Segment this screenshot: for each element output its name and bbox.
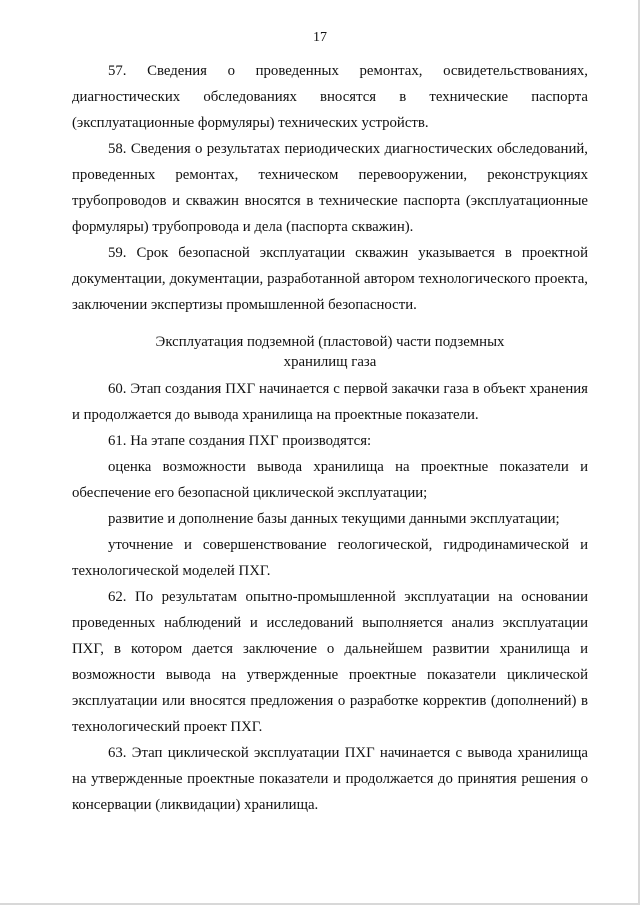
paragraph-58: 58. Сведения о результатах периодических диагностических обследований, проведенных ремонтах, техническом перевооружении, реконструкциях трубопроводов и скважин вносятся в технические паспорта (эксплуатационные формуляры) трубопровода и дела (паспорта скважин). xyxy=(72,141,588,235)
list-item-database: развитие и дополнение базы данных текущими данными эксплуатации; xyxy=(108,511,560,527)
section-heading xyxy=(72,332,588,372)
paragraph-57: 57. Сведения о проведенных ремонтах, освидетельствованиях, диагностических обследованиях вносятся в технические паспорта (эксплуатационные формуляры) технических устройств. xyxy=(72,63,588,131)
paragraph-60: 60. Этап создания ПХГ начинается с первой закачки газа в объект хранения и продолжается до вывода хранилища на проектные показатели. xyxy=(72,381,588,423)
section-heading-line-2: хранилищ газа xyxy=(283,354,377,370)
paragraph-63: 63. Этап циклической эксплуатации ПХГ начинается с вывода хранилища на утвержденные проектные показатели и продолжается до принятия решения о консервации (ликвидации) хранилища. xyxy=(72,745,588,813)
page-number: 17 xyxy=(313,30,327,45)
section-heading-line-1: Эксплуатация подземной (пластовой) части подземных xyxy=(155,334,505,350)
paragraph-59: 59. Срок безопасной эксплуатации скважин указывается в проектной документации, документации, разработанной автором технологического проекта, заключении экспертизы промышленной безопасности. xyxy=(72,245,588,313)
paragraph-62: 62. По результатам опытно-промышленной эксплуатации на основании проведенных наблюдений и исследований выполняется анализ эксплуатации ПХГ, в котором дается заключение о дальнейшем развитии хранилища и возможности вывода на утвержденные проектные показатели циклической эксплуатации или вносятся предложения о разработке корректив (дополнений) в технологический проект ПХГ. xyxy=(72,589,588,735)
list-item-models: уточнение и совершенствование геологической, гидродинамической и технологической моделей ПХГ. xyxy=(72,537,588,579)
document-body xyxy=(72,58,588,818)
paragraph-61: 61. На этапе создания ПХГ производятся: xyxy=(108,433,372,449)
list-item-assessment: оценка возможности вывода хранилища на проектные показатели и обеспечение его безопасной циклической эксплуатации; xyxy=(72,459,588,501)
